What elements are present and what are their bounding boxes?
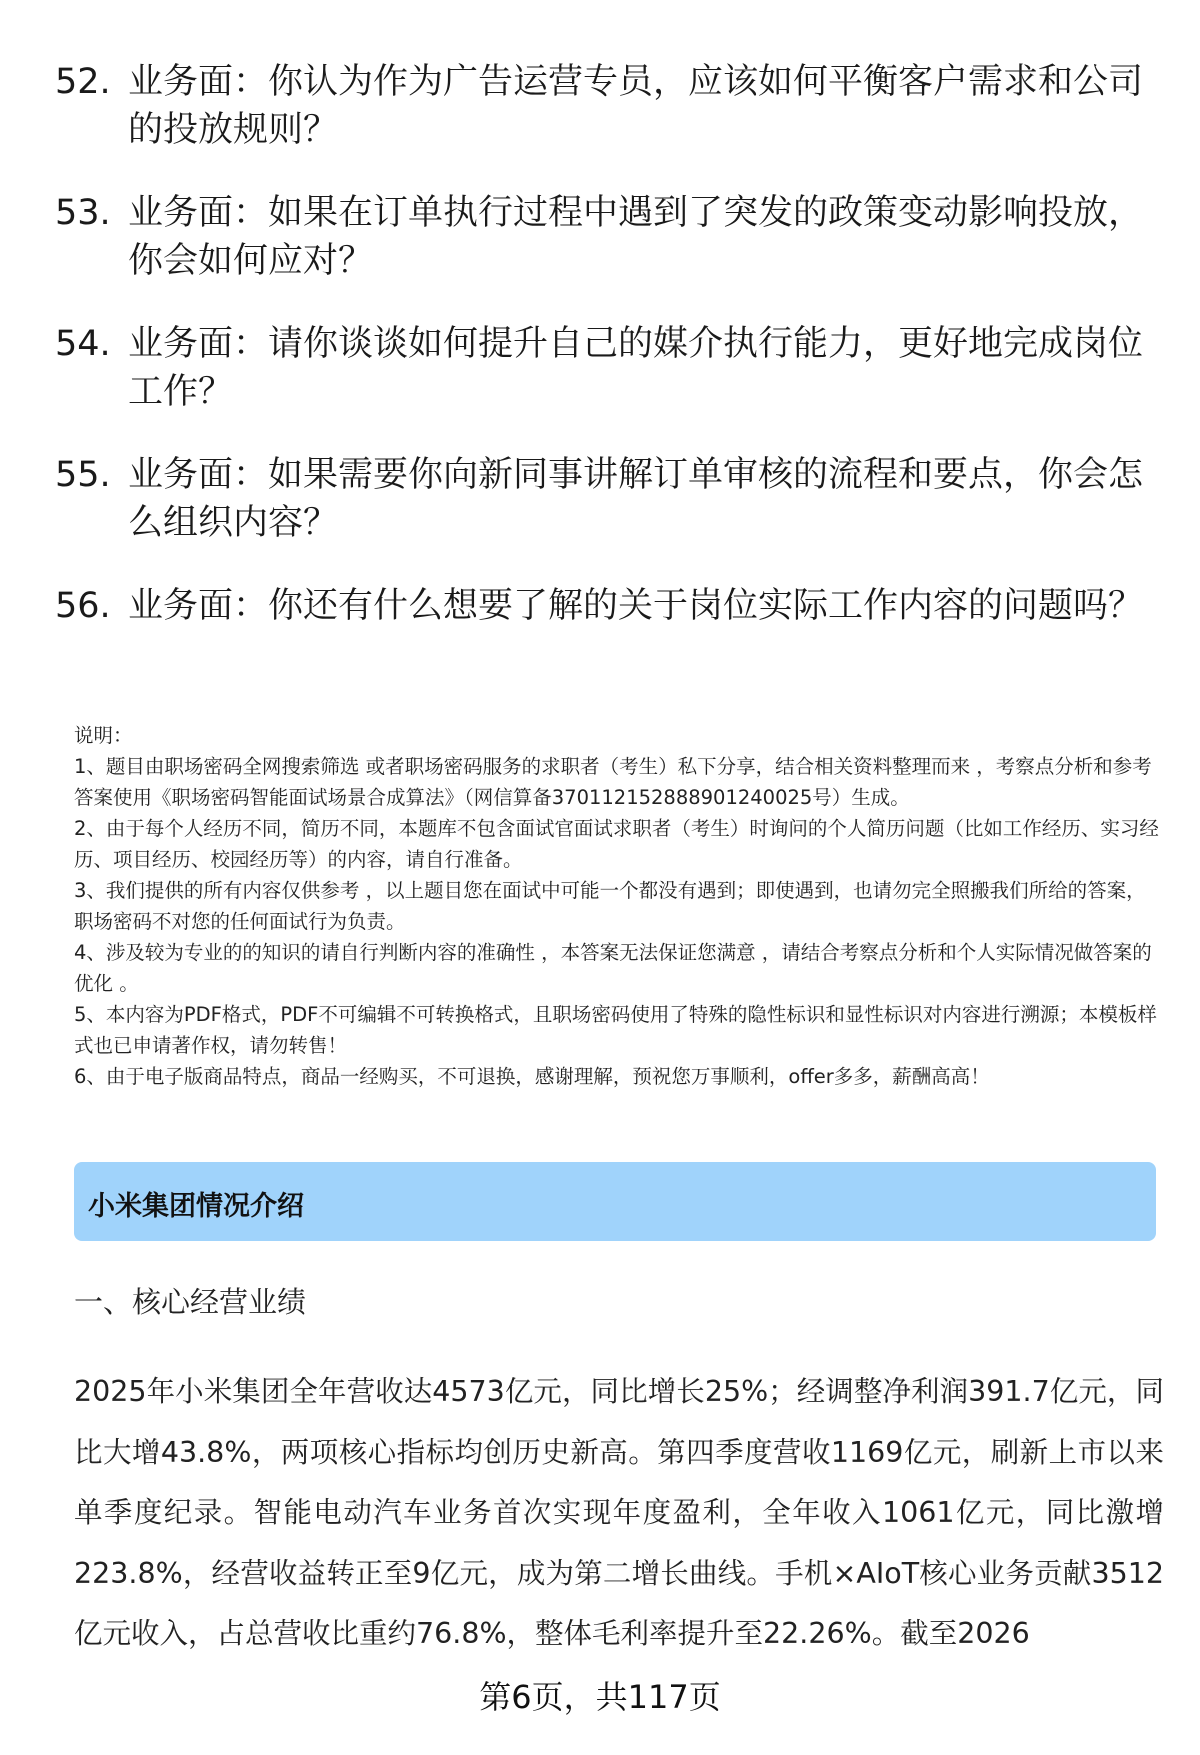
question-52 — [55, 58, 1165, 154]
question-53 — [55, 189, 1165, 285]
question-text: 业务面：如果在订单执行过程中遇到了突发的政策变动影响投放，你会如何应对？ — [128, 193, 1144, 281]
question-number: 56. — [55, 586, 111, 626]
question-number: 55. — [55, 455, 111, 495]
question-55 — [55, 451, 1165, 547]
note-item: 1、题目由职场密码全网搜索筛选 或者职场密码服务的求职者（考生）私下分享，结合相关资料整理而来 ，考察点分析和参考答案使用《职场密码智能面试场景合成算法》（网信算备370112152888901240025号）生成。 — [74, 755, 1152, 809]
note-item: 3、我们提供的所有内容仅供参考 ，以上题目您在面试中可能一个都没有遇到；即使遇到，也请勿完全照搬我们所给的答案，职场密码不对您的任何面试行为负责。 — [74, 879, 1146, 933]
question-number: 53. — [55, 193, 111, 233]
section-banner — [74, 1162, 1156, 1241]
question-text: 业务面：如果需要你向新同事讲解订单审核的流程和要点，你会怎么组织内容？ — [128, 455, 1144, 543]
section-title: 小米集团情况介绍 — [88, 1191, 304, 1222]
note-item: 5、本内容为PDF格式，PDF不可编辑不可转换格式，且职场密码使用了特殊的隐性标识和显性标识对内容进行溯源；本模板样式也已申请著作权，请勿转售！ — [74, 1003, 1157, 1057]
notes-title: 说明： — [74, 724, 133, 747]
note-item: 4、涉及较为专业的的知识的请自行判断内容的准确性 ，本答案无法保证您满意 ，请结合考察点分析和个人实际情况做答案的优化 。 — [74, 941, 1152, 995]
question-number: 52. — [55, 62, 111, 102]
note-item: 2、由于每个人经历不同，简历不同，本题库不包含面试官面试求职者（考生）时询问的个人简历问题（比如工作经历、实习经历、项目经历、校园经历等）的内容，请自行准备。 — [74, 817, 1159, 871]
notes-block — [74, 720, 1164, 1092]
question-56 — [55, 582, 1165, 630]
question-text: 业务面：请你谈谈如何提升自己的媒介执行能力，更好地完成岗位工作？ — [128, 324, 1144, 412]
subheading: 一、核心经营业绩 — [74, 1285, 307, 1319]
question-number: 54. — [55, 324, 111, 364]
question-text: 业务面：你认为作为广告运营专员，应该如何平衡客户需求和公司的投放规则？ — [128, 62, 1144, 150]
question-text: 业务面：你还有什么想要了解的关于岗位实际工作内容的问题吗？ — [128, 586, 1144, 626]
page-number: 第6页，共117页 — [479, 1678, 721, 1716]
body-paragraph: 2025年小米集团全年营收达4573亿元，同比增长25%；经调整净利润391.7亿元，同比大增43.8%，两项核心指标均创历史新高。第四季度营收1169亿元，刷新上市以来单季度纪录。智能电动汽车业务首次实现年度盈利，全年收入1061亿元，同比激增223.8%，经营收益转正至9亿元，成为第二增长曲线。手机×AIoT核心业务贡献3512亿元收入，占总营收比重约76.8%，整体毛利率提升至22.26%。截至2026 — [74, 1375, 1164, 1650]
question-54 — [55, 320, 1165, 416]
note-item: 6、由于电子版商品特点，商品一经购买，不可退换，感谢理解，预祝您万事顺利，offer多多，薪酬高高！ — [74, 1065, 990, 1088]
